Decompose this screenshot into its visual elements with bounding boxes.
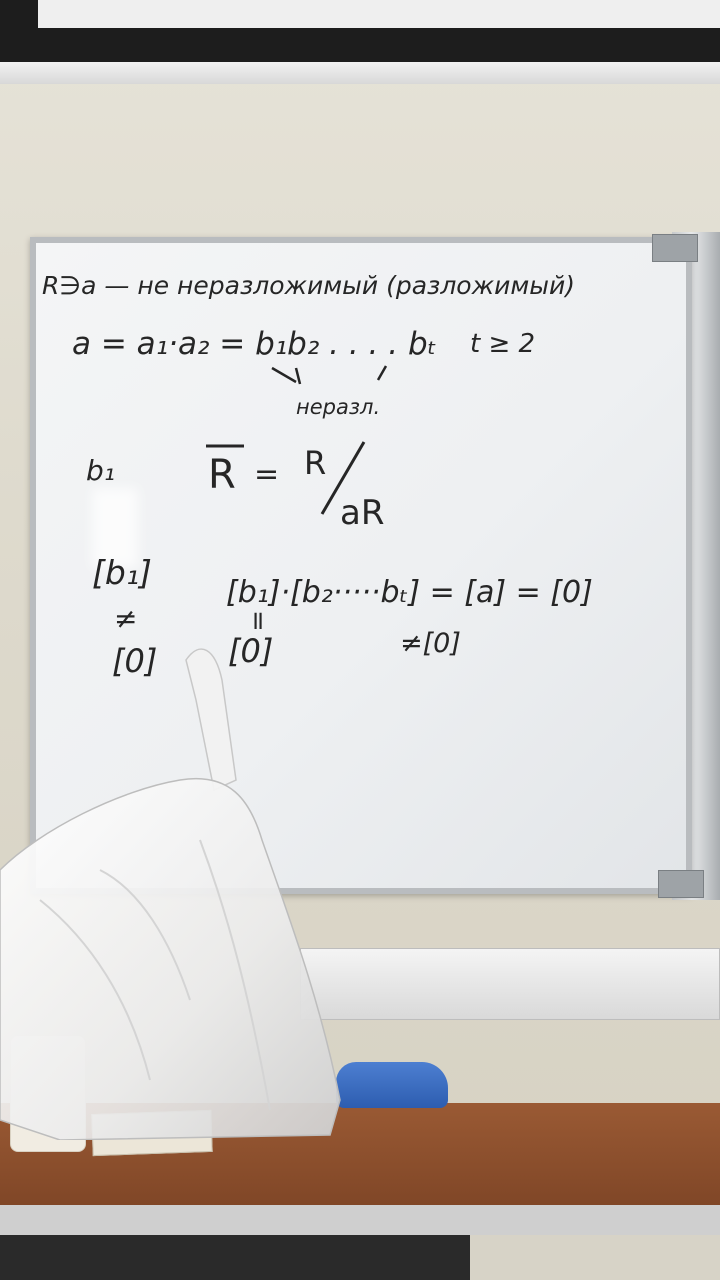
class-b1: [b₁] xyxy=(92,553,152,592)
quotient-ar: aR xyxy=(340,493,385,533)
b1-label: b₁ xyxy=(86,454,115,487)
bag-handle xyxy=(186,649,236,790)
bag-body xyxy=(0,779,340,1140)
quotient-eq: = xyxy=(254,457,280,492)
whiteboard-tray xyxy=(300,948,720,1020)
plastic-bag xyxy=(0,640,345,1140)
factorization-text: a = a₁·a₂ = b₁b₂ . . . . bₜ xyxy=(72,326,437,362)
line1-text: R∋a — не неразложимый (разложимый) xyxy=(42,271,575,300)
stapler xyxy=(336,1062,448,1108)
quotient-r: R xyxy=(304,444,327,482)
desk-shadow xyxy=(0,1235,470,1280)
quotient-r-bar: R xyxy=(208,452,236,498)
zero-class-2: [0] xyxy=(228,632,274,670)
floor xyxy=(470,1235,720,1280)
class-product: [b₁]·[b₂·····bₜ] = [a] = [0] xyxy=(226,575,593,610)
irreducible-label: неразл. xyxy=(296,395,381,419)
condition-text: t ≥ 2 xyxy=(470,329,536,359)
neq-zero-3: ≠[0] xyxy=(400,628,461,659)
eq-sign-2: = xyxy=(243,610,273,632)
desk-front-edge xyxy=(0,1205,720,1235)
zero-class-1: [0] xyxy=(112,642,158,680)
neq-sign-1: ≠ xyxy=(114,602,138,635)
pointer-strokes xyxy=(272,366,386,384)
